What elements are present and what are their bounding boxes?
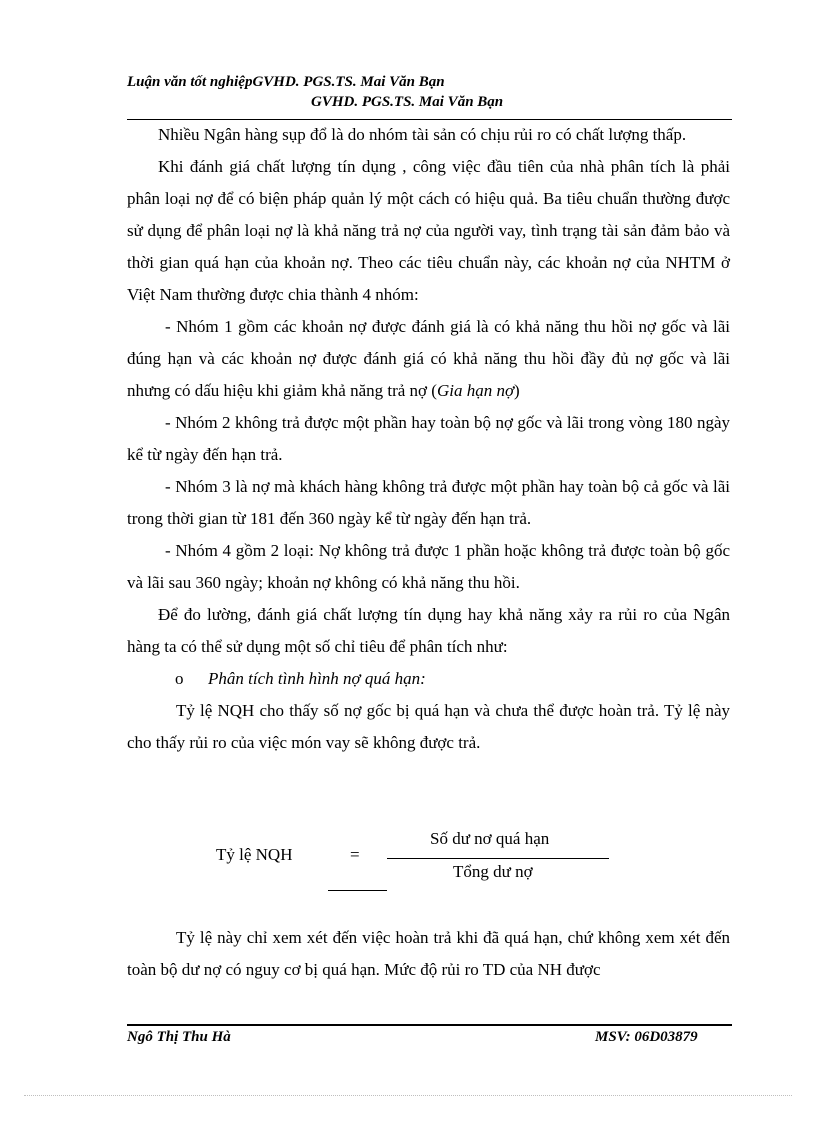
group-1-text: - Nhóm 1 gồm các khoản nợ được đánh giá là có khả năng thu hồi nợ gốc và lãi đúng hạn và các khoản nợ được đánh giá có khả năng thu hồi đầy đủ nợ gốc và lãi nhưng có dấu hiệu khi giảm khả năng trả nợ ( — [127, 317, 730, 400]
formula-numerator: Số dư nơ quá hạn — [430, 829, 550, 848]
group-1-item — [127, 311, 730, 407]
formula-label: Tỷ lệ NQH — [216, 845, 293, 864]
footer-author: Ngô Thị Thu Hà — [127, 1029, 231, 1045]
group-2-item: - Nhóm 2 không trả được một phần hay toàn bộ nợ gốc và lãi trong vòng 180 ngày kể từ ngày đến hạn trả. — [127, 413, 730, 464]
document-body-continued — [127, 922, 730, 986]
footer-rule — [127, 1024, 732, 1026]
group-1-close: ) — [514, 381, 520, 400]
formula-denominator: Tổng dư nợ — [453, 862, 533, 881]
paragraph-classification: Khi đánh giá chất lượng tín dụng , công việc đầu tiên của nhà phân tích là phải phân loại nợ để có biện pháp quản lý một cách có hiệu quả. Ba tiêu chuẩn thường được sử dụng để phân loại nợ là khả năng trả nợ của người vay, tình trạng tài sản đảm bảo và thời gian quá hạn của khoản nợ. Theo các tiêu chuẩn này, các khoản nợ của NHTM ở Việt Nam thường được chia thành 4 nhóm: — [127, 157, 730, 304]
paragraph-nqh-ratio: Tỷ lệ NQH cho thấy số nợ gốc bị quá hạn và chưa thể được hoàn trả. Tỷ lệ này cho thấy rủi ro của việc món vay sẽ không được trả. — [127, 701, 730, 752]
bullet-text: Phân tích tình hình nợ quá hạn: — [208, 669, 426, 688]
paragraph-indicators: Để đo lường, đánh giá chất lượng tín dụng hay khả năng xảy ra rủi ro của Ngân hàng ta có thể sử dụng một số chỉ tiêu để phân tích như: — [127, 605, 730, 656]
group-3-item: - Nhóm 3 là nợ mà khách hàng không trả được một phần hay toàn bộ cả gốc và lãi trong thời gian từ 181 đến 360 ngày kể từ ngày đến hạn trả. — [127, 477, 730, 528]
group-4-item: - Nhóm 4 gồm 2 loại: Nợ không trả được 1 phần hoặc không trả được toàn bộ gốc và lãi sau 360 ngày; khoản nợ không có khả năng thu hồi. — [127, 541, 730, 592]
paragraph-intro: Nhiều Ngân hàng sụp đổ là do nhóm tài sản có chịu rủi ro có chất lượng thấp. — [158, 125, 687, 144]
header-line-2: GVHD. PGS.TS. Mai Văn Bạn — [311, 94, 504, 110]
formula-fraction-bar — [387, 858, 609, 859]
document-body — [127, 119, 730, 759]
paragraph-ratio-scope: Tỷ lệ này chỉ xem xét đến việc hoàn trả khi đã quá hạn, chứ không xem xét đến toàn bộ dư nợ có nguy cơ bị quá hạn. Mức độ rủi ro TD của NH được — [127, 928, 730, 979]
footer-student-id: MSV: 06D03879 — [595, 1029, 698, 1045]
header-line-1: Luận văn tốt nghiệpGVHD. PGS.TS. Mai Văn Bạn — [127, 74, 445, 90]
page-break-line — [24, 1095, 792, 1096]
formula-equals: = — [350, 845, 360, 864]
bullet-overdue-analysis — [175, 663, 730, 695]
group-1-note: Gia hạn nợ — [436, 381, 515, 400]
formula-underline — [328, 890, 387, 891]
bullet-mark: o — [175, 669, 184, 688]
